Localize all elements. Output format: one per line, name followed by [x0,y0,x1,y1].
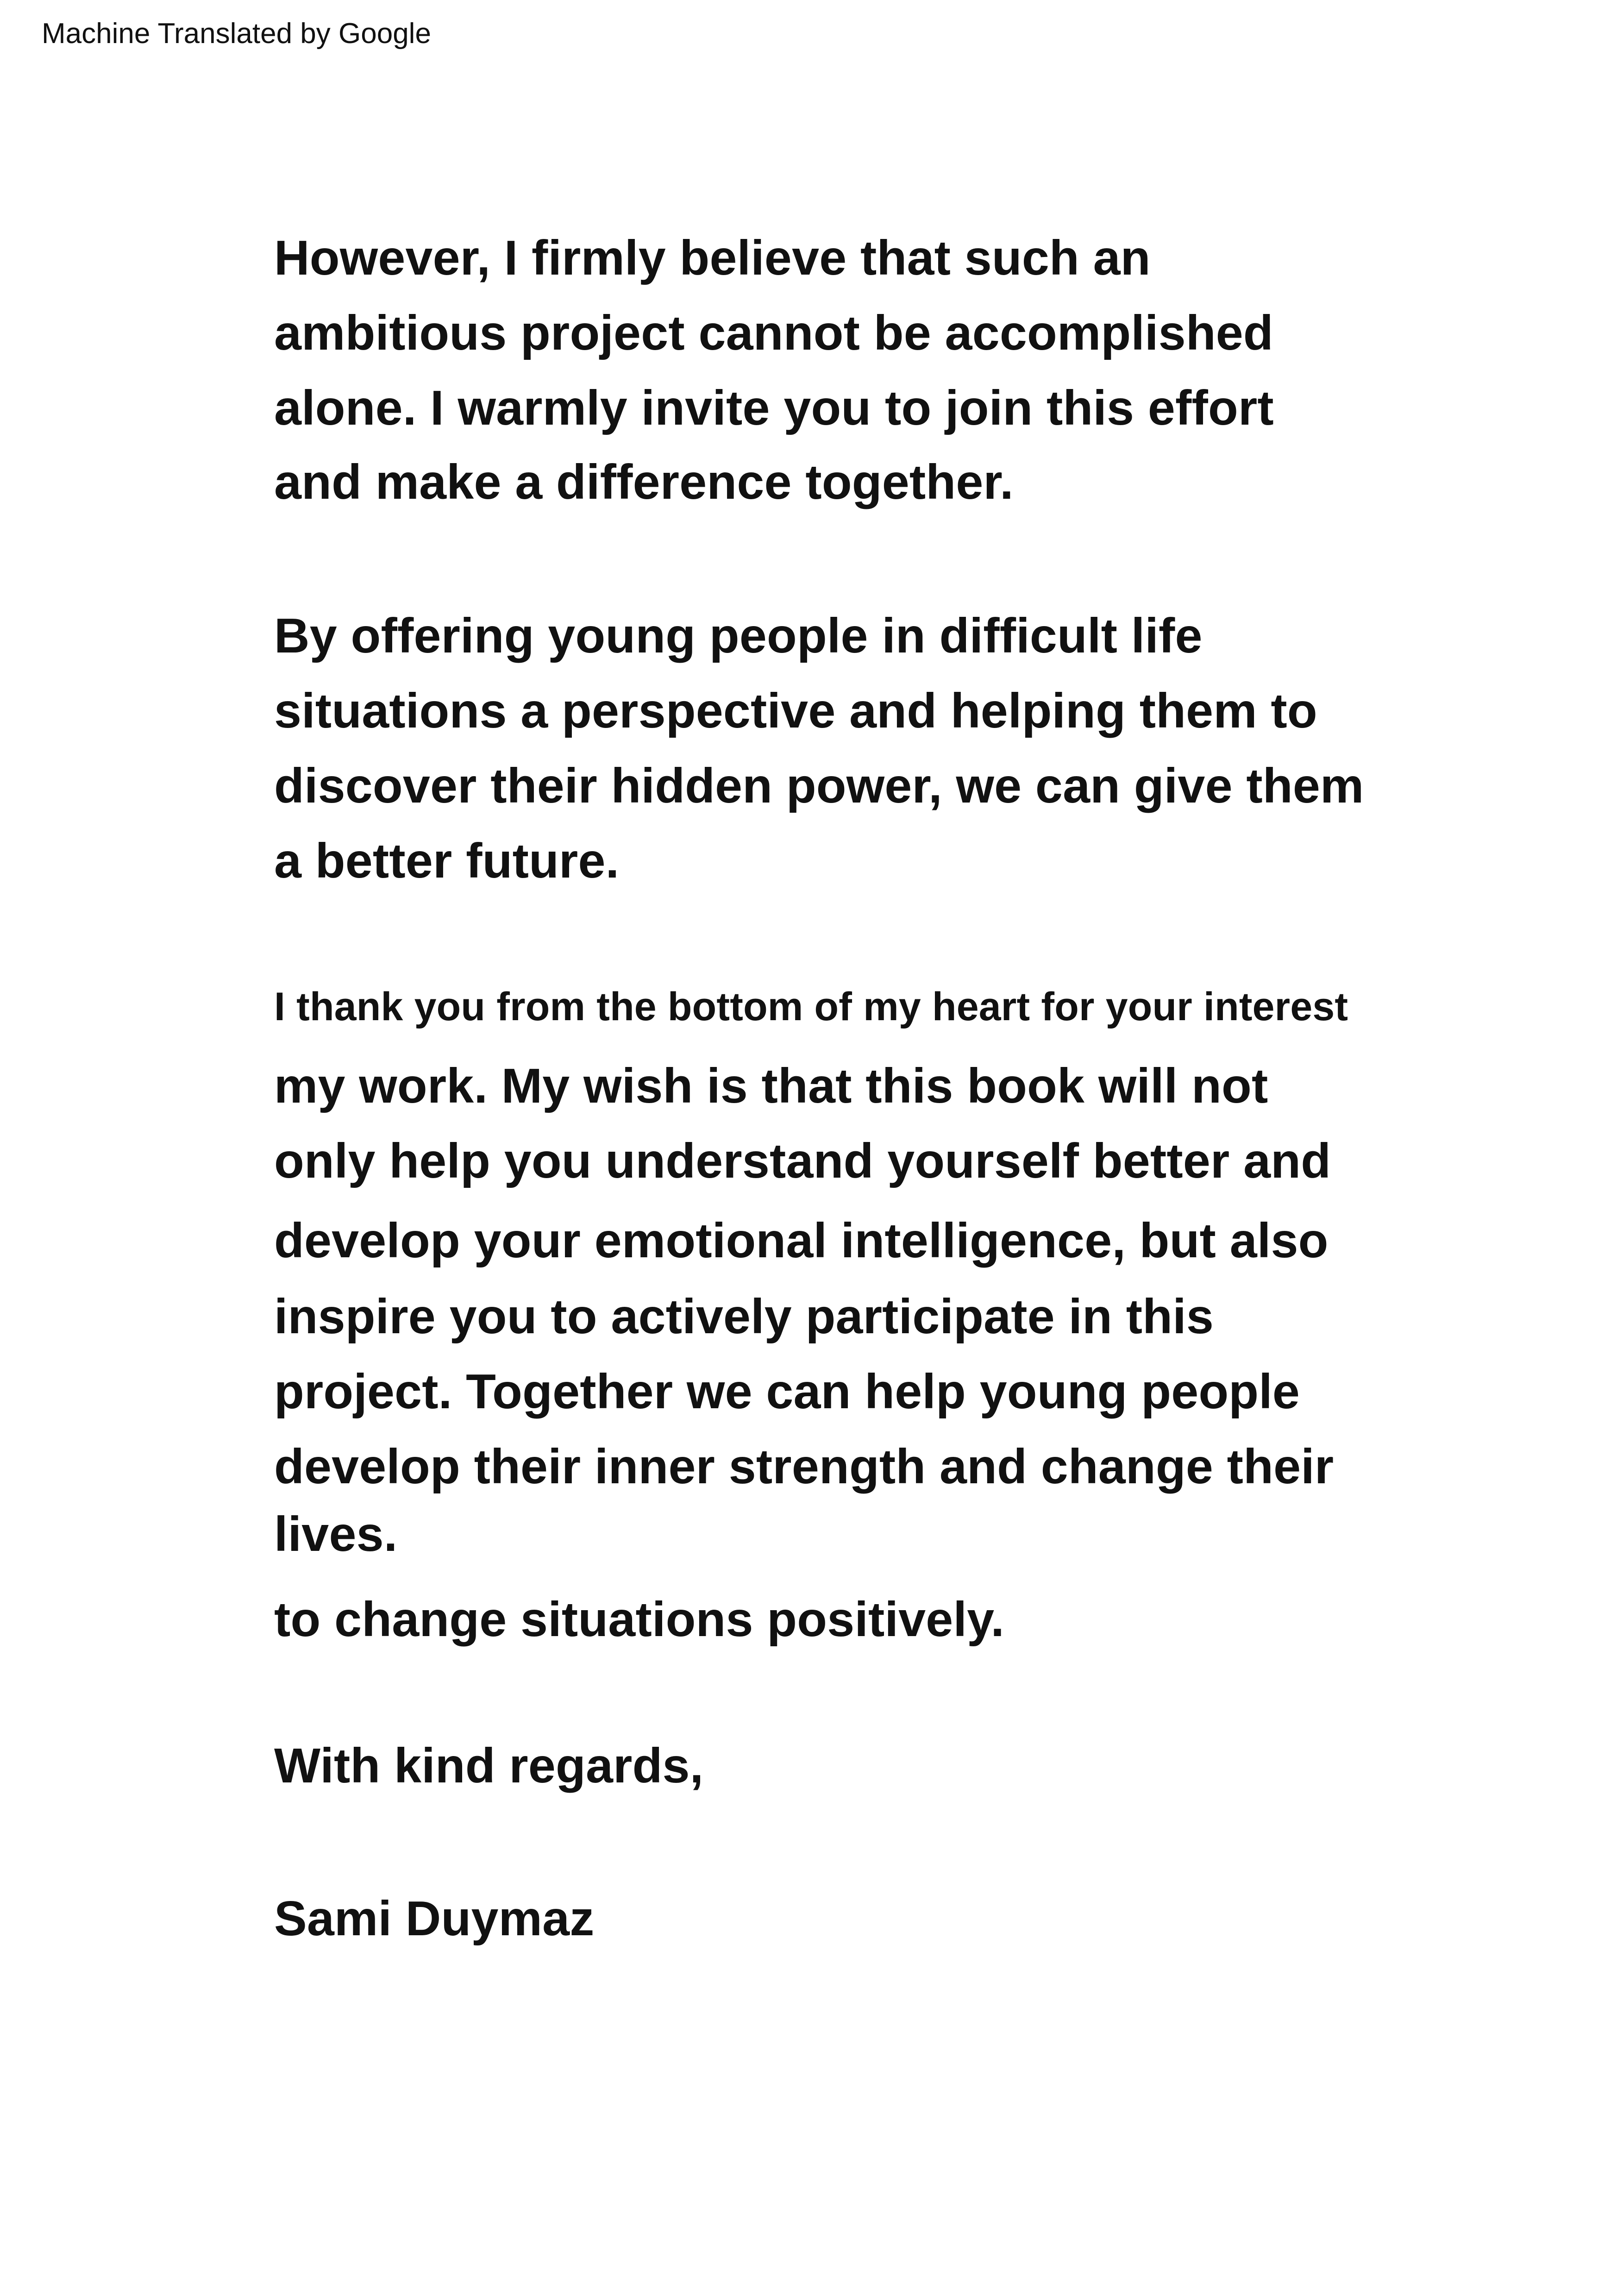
machine-translation-label: Machine Translated by Google [42,18,431,50]
text-line: inspire you to actively participate in this [274,1289,1214,1344]
text-line: By offering young people in difficult life [274,609,1203,663]
text-line: alone. I warmly invite you to join this effort [274,381,1274,435]
text-line: However, I firmly believe that such an [274,231,1151,285]
text-line: and make a difference together. [274,455,1014,509]
text-line: to change situations positively. [274,1592,1005,1647]
text-line: situations a perspective and helping them to [274,684,1317,738]
text-line: my work. My wish is that this book will not [274,1059,1268,1113]
text-line: I thank you from the bottom of my heart for your interest [274,985,1348,1029]
text-line: develop your emotional intelligence, but also [274,1213,1329,1268]
text-line: discover their hidden power, we can give them [274,759,1364,813]
text-line: lives. [274,1507,398,1562]
signature-name: Sami Duymaz [274,1891,595,1946]
text-line: develop their inner strength and change their [274,1439,1334,1494]
text-line: only help you understand yourself better and [274,1134,1331,1188]
text-line: ambitious project cannot be accomplished [274,306,1273,360]
text-line: a better future. [274,834,620,888]
text-line: project. Together we can help young people [274,1364,1300,1419]
closing-salutation: With kind regards, [274,1738,704,1793]
